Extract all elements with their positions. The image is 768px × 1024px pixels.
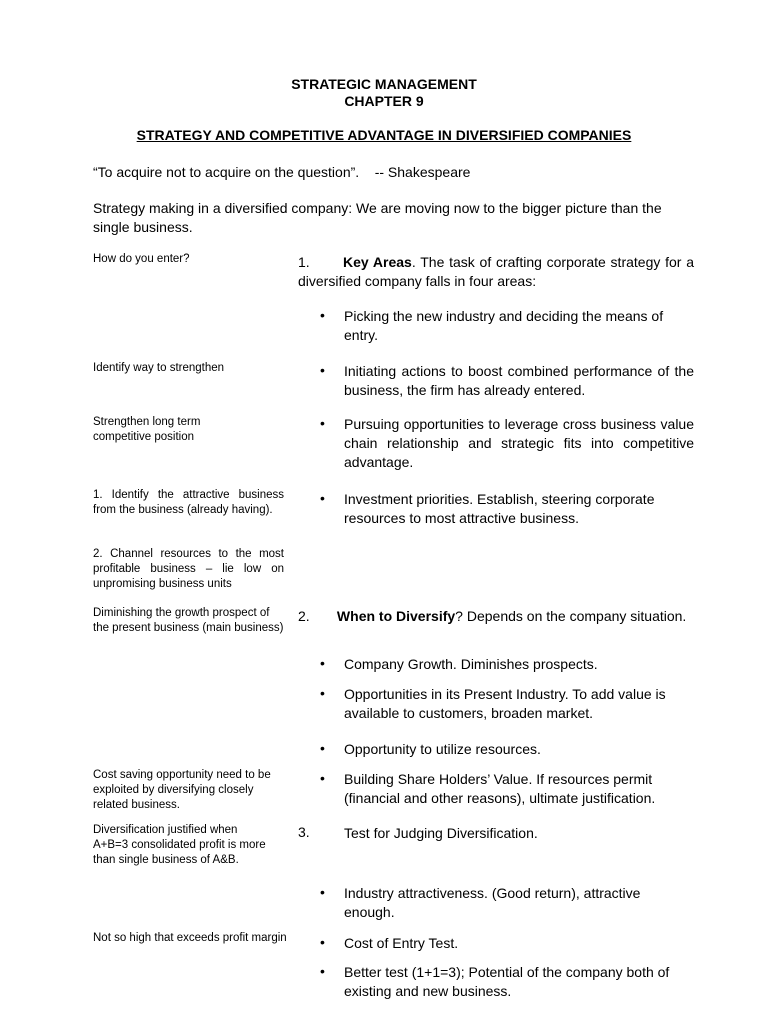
bullet-marker: • (320, 770, 325, 786)
bullet-marker: • (320, 884, 325, 900)
section-1-bullet-3: Pursuing opportunities to leverage cross business value chain relationship and strategic fits into competitive advantage. (344, 416, 694, 470)
section-2-text: ? Depends on the company situation. (455, 608, 687, 624)
section-1-bullet-4: Investment priorities. Establish, steering corporate resources to most attractive business. (344, 491, 655, 526)
section-3-bullet-3: Better test (1+1=3); Potential of the company both of existing and new business. (344, 964, 670, 999)
bullet-marker: • (320, 685, 325, 701)
sidenote-cost-saving: Cost saving opportunity need to be exploited by diversifying closely related business. (93, 769, 271, 811)
section-1-number: 1. (298, 254, 310, 270)
doc-title: STRATEGIC MANAGEMENT (291, 76, 477, 92)
section-1-text: . The task of crafting corporate strategy for a diversified company falls in four areas: (298, 254, 694, 289)
sidenote-strengthen: Identify way to strengthen (93, 362, 225, 374)
sidenote-diminishing: Diminishing the growth prospect of the present business (main business) (93, 607, 284, 634)
section-3-bullet-2: Cost of Entry Test. (344, 935, 459, 951)
chapter-label: CHAPTER 9 (344, 93, 424, 109)
bullet-marker: • (320, 740, 325, 756)
sidenote-justified: Diversification justified when A+B=3 consolidated profit is more than single business of A&B. (93, 824, 266, 866)
section-1-intro (298, 253, 694, 291)
sidenote-not-so-high: Not so high that exceeds profit margin (93, 932, 287, 944)
section-2-intro (298, 607, 694, 626)
section-2-bullet-1: Company Growth. Diminishes prospects. (344, 656, 598, 672)
bullet-marker: • (320, 362, 325, 378)
section-3-number: 3. (298, 824, 310, 840)
bullet-marker: • (320, 655, 325, 671)
bullet-marker: • (320, 415, 325, 431)
section-3-bullet-1: Industry attractiveness. (Good return), attractive enough. (344, 885, 641, 920)
section-2-bullet-4: Building Share Holders’ Value. If resources permit (financial and other reasons), ultimate justification. (344, 771, 656, 806)
bullet-marker: • (320, 490, 325, 506)
intro-paragraph: Strategy making in a diversified company: We are moving now to the bigger picture than the single business. (93, 200, 662, 235)
section-1-label: Key Areas (343, 254, 412, 270)
quote: “To acquire not to acquire on the question”. -- Shakespeare (93, 164, 471, 180)
section-1-bullet-1: Picking the new industry and deciding the means of entry. (344, 308, 664, 343)
section-2-number: 2. (298, 608, 310, 624)
section-1-bullet-2: Initiating actions to boost combined performance of the business, the firm has already entered. (344, 363, 694, 398)
sidenote-channel: 2. Channel resources to the most profitable business – lie low on unpromising business units (93, 548, 284, 590)
section-2-label: When to Diversify (336, 608, 456, 624)
section-2-bullet-3: Opportunity to utilize resources. (344, 741, 541, 757)
bullet-marker: • (320, 963, 325, 979)
sidenote-how-enter: How do you enter? (93, 253, 190, 265)
section-2-bullet-2: Opportunities in its Present Industry. To add value is available to customers, broaden market. (344, 686, 666, 721)
section-3-title: Test for Judging Diversification. (344, 825, 538, 841)
chapter-heading: STRATEGY AND COMPETITIVE ADVANTAGE IN DIVERSIFIED COMPANIES (136, 127, 632, 143)
bullet-marker: • (320, 307, 325, 323)
sidenote-identify: 1. Identify the attractive business from the business (already having). (93, 489, 284, 516)
sidenote-long-term: Strengthen long term competitive position (93, 416, 201, 443)
bullet-marker: • (320, 934, 325, 950)
